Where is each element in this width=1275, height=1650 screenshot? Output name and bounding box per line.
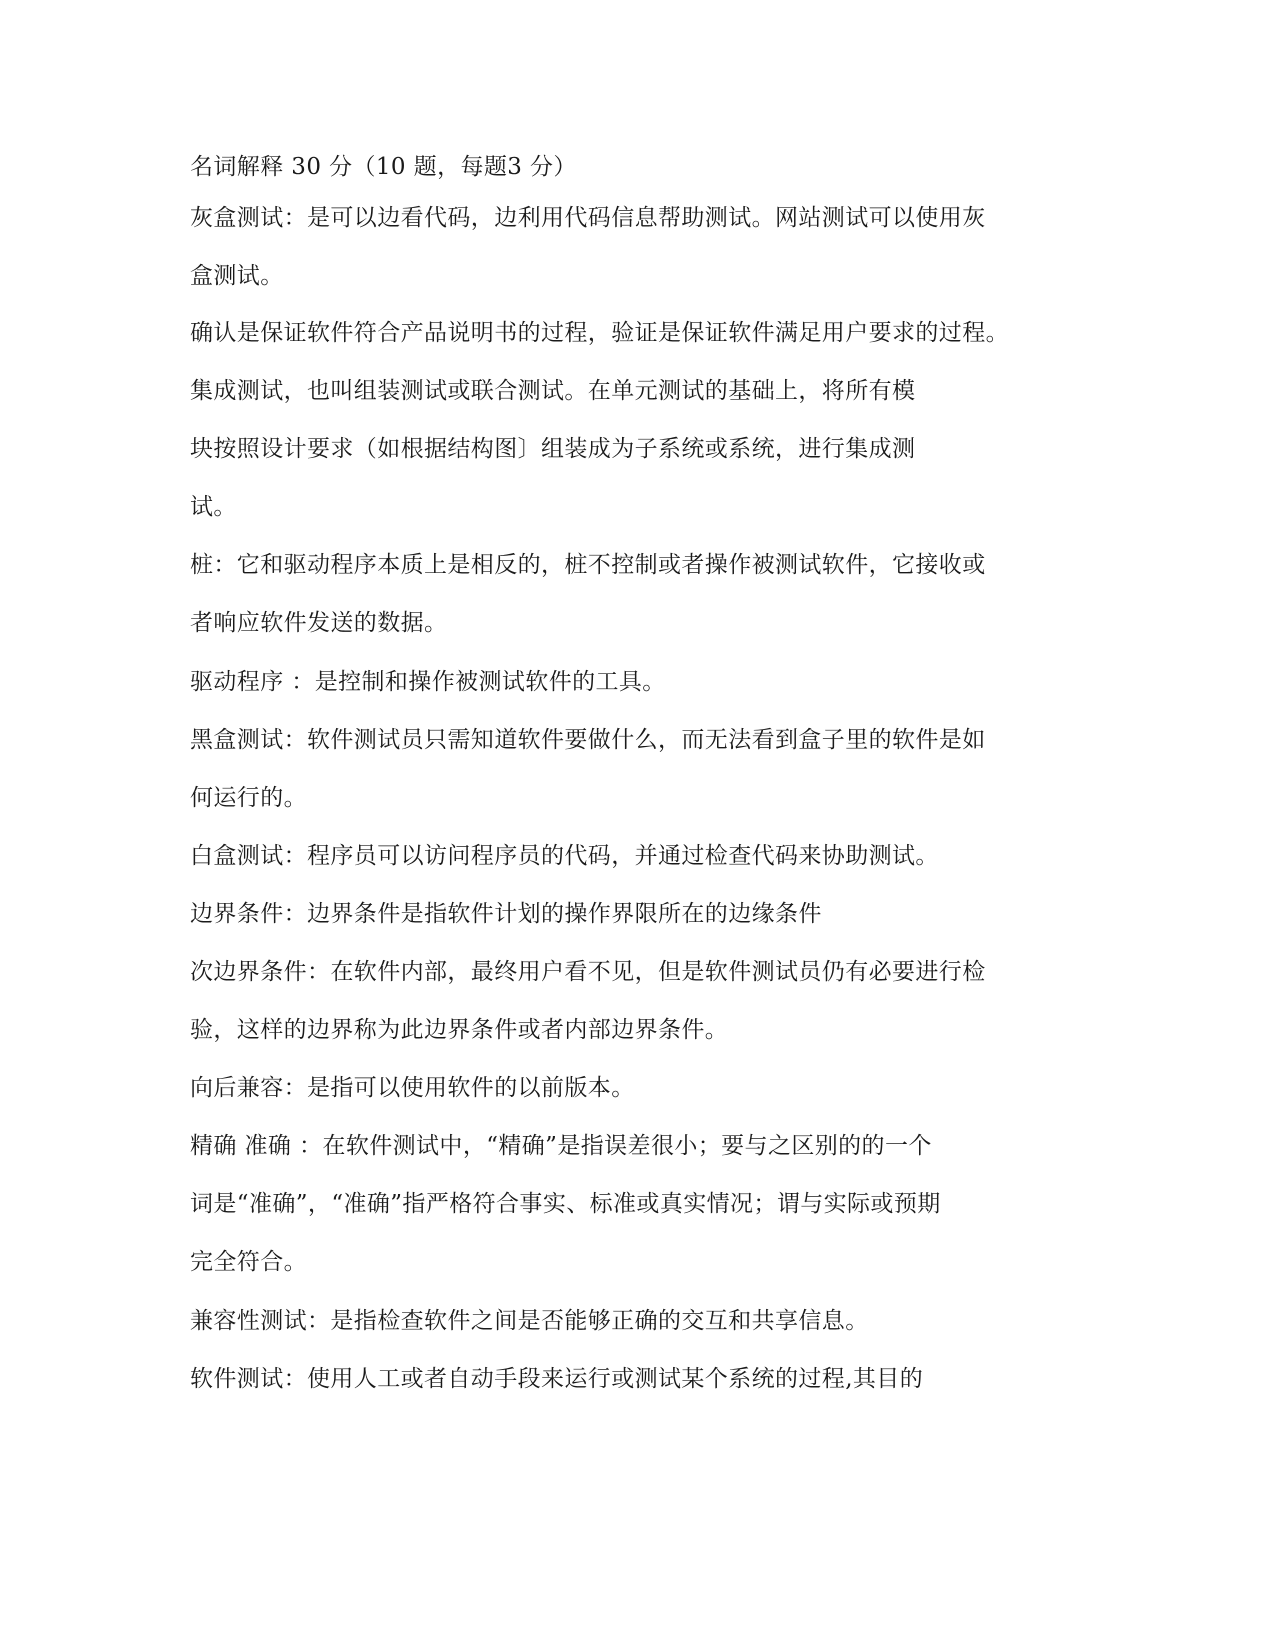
section-heading: 名词解释 30 分（10 题，每题3 分） bbox=[190, 154, 577, 180]
text-line: 完全符合。 bbox=[190, 1249, 307, 1275]
text-line: 精确 准确 ：在软件测试中，“精确”是指误差很小；要与之区别的的一个 bbox=[190, 1133, 932, 1159]
text-line: 者响应软件发送的数据。 bbox=[190, 610, 448, 636]
text-line: 桩：它和驱动程序本质上是相反的，桩不控制或者操作被测试软件，它接收或 bbox=[190, 552, 986, 578]
text-line: 验，这样的边界称为此边界条件或者内部边界条件。 bbox=[190, 1017, 729, 1043]
text-line: 灰盒测试：是可以边看代码，边利用代码信息帮助测试。网站测试可以使用灰 bbox=[190, 205, 986, 231]
text-line: 黑盒测试：软件测试员只需知道软件要做什么，而无法看到盒子里的软件是如 bbox=[190, 727, 986, 753]
text-line: 软件测试：使用人工或者自动手段来运行或测试某个系统的过程,其目的 bbox=[190, 1366, 924, 1392]
text-line: 块按照设计要求（如根据结构图〕组装成为子系统或系统，进行集成测 bbox=[190, 436, 916, 462]
text-line: 确认是保证软件符合产品说明书的过程，验证是保证软件满足用户要求的过程。 bbox=[190, 320, 1009, 346]
text-line: 集成测试，也叫组装测试或联合测试。在单元测试的基础上，将所有模 bbox=[190, 378, 916, 404]
text-line: 向后兼容：是指可以使用软件的以前版本。 bbox=[190, 1075, 635, 1101]
text-line: 何运行的。 bbox=[190, 785, 307, 811]
text-line: 次边界条件：在软件内部，最终用户看不见，但是软件测试员仍有必要进行检 bbox=[190, 959, 986, 985]
text-line: 词是“准确”，“准确”指严格符合事实、标准或真实情况；谓与实际或预期 bbox=[190, 1191, 941, 1217]
text-line: 驱动程序 ：是控制和操作被测试软件的工具。 bbox=[190, 669, 666, 695]
text-line: 盒测试。 bbox=[190, 263, 284, 289]
text-line: 边界条件：边界条件是指软件计划的操作界限所在的边缘条件 bbox=[190, 901, 822, 927]
text-line: 试。 bbox=[190, 494, 237, 520]
text-line: 白盒测试：程序员可以访问程序员的代码，并通过检查代码来协助测试。 bbox=[190, 843, 939, 869]
text-line: 兼容性测试：是指检查软件之间是否能够正确的交互和共享信息。 bbox=[190, 1308, 869, 1334]
